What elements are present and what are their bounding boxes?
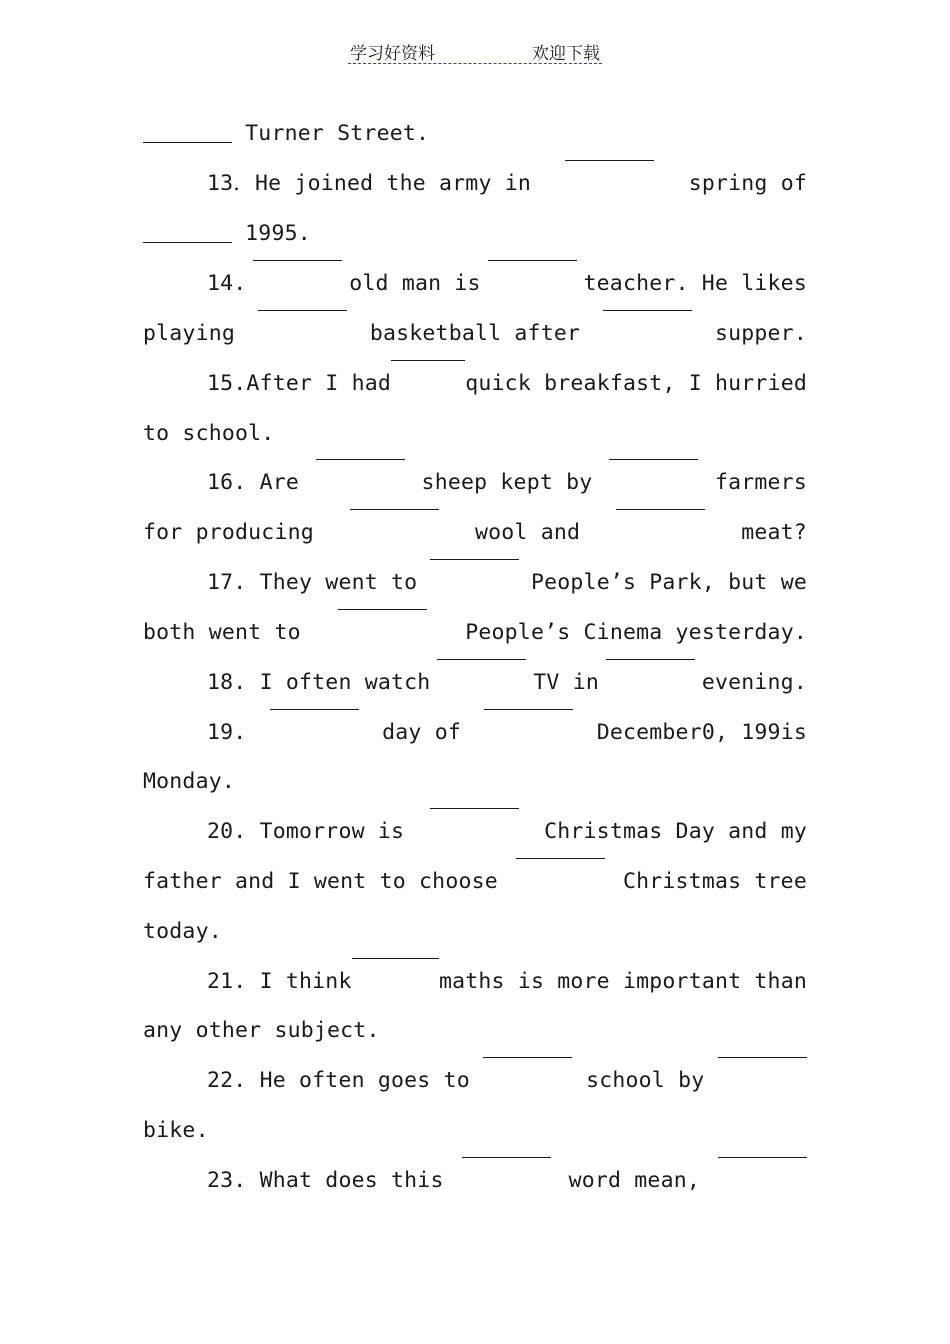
text-line	[143, 1006, 807, 1056]
line-text: 21. I think	[207, 969, 352, 994]
text-line	[207, 259, 807, 309]
text-line	[143, 1106, 807, 1156]
answer-blank[interactable]	[718, 1056, 807, 1058]
line-text: 18. I often watch	[207, 670, 431, 695]
answer-blank[interactable]	[143, 241, 232, 243]
line-text: sheep kept by	[421, 470, 593, 495]
text-line	[143, 857, 807, 907]
line-text: supper.	[714, 321, 807, 346]
text-line	[143, 757, 807, 807]
header-left-text: 学习好资料	[350, 44, 435, 64]
line-text: quick breakfast, I hurried	[465, 371, 807, 396]
line-text: December0, 199is	[596, 720, 807, 745]
answer-blank[interactable]	[483, 1056, 572, 1058]
line-text: People’s Cinema yesterday.	[465, 620, 807, 645]
answer-blank[interactable]	[484, 708, 573, 710]
line-text: playing	[143, 321, 236, 346]
answer-blank[interactable]	[270, 708, 359, 710]
line-text: 23. What does this	[207, 1168, 444, 1193]
line-text: evening.	[701, 670, 807, 695]
text-line	[207, 359, 807, 409]
answer-blank[interactable]	[350, 508, 439, 510]
line-text: both went to	[143, 620, 301, 645]
line-text: 15.After I had	[207, 371, 392, 396]
answer-blank[interactable]	[253, 259, 342, 261]
text-line	[207, 159, 807, 209]
line-text: Christmas Day and my	[544, 819, 807, 844]
line-text: TV in	[533, 670, 599, 695]
text-line	[207, 558, 807, 608]
line-text: father and I went to choose	[143, 869, 498, 894]
line-text: to school.	[143, 421, 275, 446]
text-line	[207, 1056, 807, 1106]
text-line	[143, 209, 807, 259]
answer-blank[interactable]	[258, 309, 347, 311]
line-text: 14.	[207, 271, 247, 296]
line-text: Monday.	[143, 769, 236, 794]
page-header	[348, 38, 602, 64]
answer-blank[interactable]	[565, 159, 654, 161]
line-text: Turner Street.	[245, 121, 430, 146]
text-line	[207, 807, 807, 857]
answer-blank[interactable]	[352, 957, 439, 959]
line-text: maths is more important than	[438, 969, 807, 994]
line-text: Christmas tree	[622, 869, 807, 894]
text-line	[207, 957, 807, 1007]
text-line	[143, 907, 807, 957]
line-text: wool and	[474, 520, 581, 545]
answer-blank[interactable]	[391, 359, 465, 361]
line-text: for producing	[143, 520, 314, 545]
text-line	[207, 458, 807, 508]
line-text: day of	[382, 720, 461, 745]
answer-blank[interactable]	[430, 807, 519, 809]
answer-blank[interactable]	[462, 1156, 551, 1158]
line-text: spring of	[688, 171, 807, 196]
answer-blank[interactable]	[316, 458, 405, 460]
answer-blank[interactable]	[516, 857, 605, 859]
line-text: 17. They went to	[207, 570, 418, 595]
text-line	[143, 309, 807, 359]
line-text: 22. He often goes to	[207, 1068, 470, 1093]
line-text: any other subject.	[143, 1018, 380, 1043]
line-text: 1995.	[245, 221, 311, 246]
answer-blank[interactable]	[609, 458, 698, 460]
text-line	[207, 708, 807, 758]
answer-blank[interactable]	[606, 658, 695, 660]
line-text: teacher. He likes	[583, 271, 807, 296]
line-text: People’s Park, but we	[530, 570, 807, 595]
answer-blank[interactable]	[488, 259, 577, 261]
line-text: 19.	[207, 720, 247, 745]
text-line	[143, 508, 807, 558]
answer-blank[interactable]	[616, 508, 705, 510]
line-text: word mean,	[568, 1168, 701, 1193]
answer-blank[interactable]	[338, 608, 427, 610]
line-text: today.	[143, 919, 222, 944]
line-text: basketball after	[369, 321, 581, 346]
line-text: school by	[586, 1068, 705, 1093]
line-text: old man is	[349, 271, 481, 296]
line-text: 16. Are	[207, 470, 300, 495]
line-text: bike.	[143, 1118, 209, 1143]
answer-blank[interactable]	[603, 309, 692, 311]
text-line	[143, 409, 807, 459]
line-text: 20. Tomorrow is	[207, 819, 405, 844]
answer-blank[interactable]	[430, 558, 519, 560]
answer-blank[interactable]	[143, 141, 232, 143]
text-line	[207, 658, 807, 708]
line-text: meat?	[741, 520, 807, 545]
text-line	[143, 109, 807, 159]
text-line	[207, 1156, 807, 1206]
answer-blank[interactable]	[437, 658, 526, 660]
text-line	[143, 608, 807, 658]
answer-blank[interactable]	[718, 1156, 807, 1158]
line-text: farmers	[714, 470, 807, 495]
line-text: 13．He joined the army in	[207, 171, 532, 196]
header-right-text: 欢迎下载	[532, 44, 600, 64]
